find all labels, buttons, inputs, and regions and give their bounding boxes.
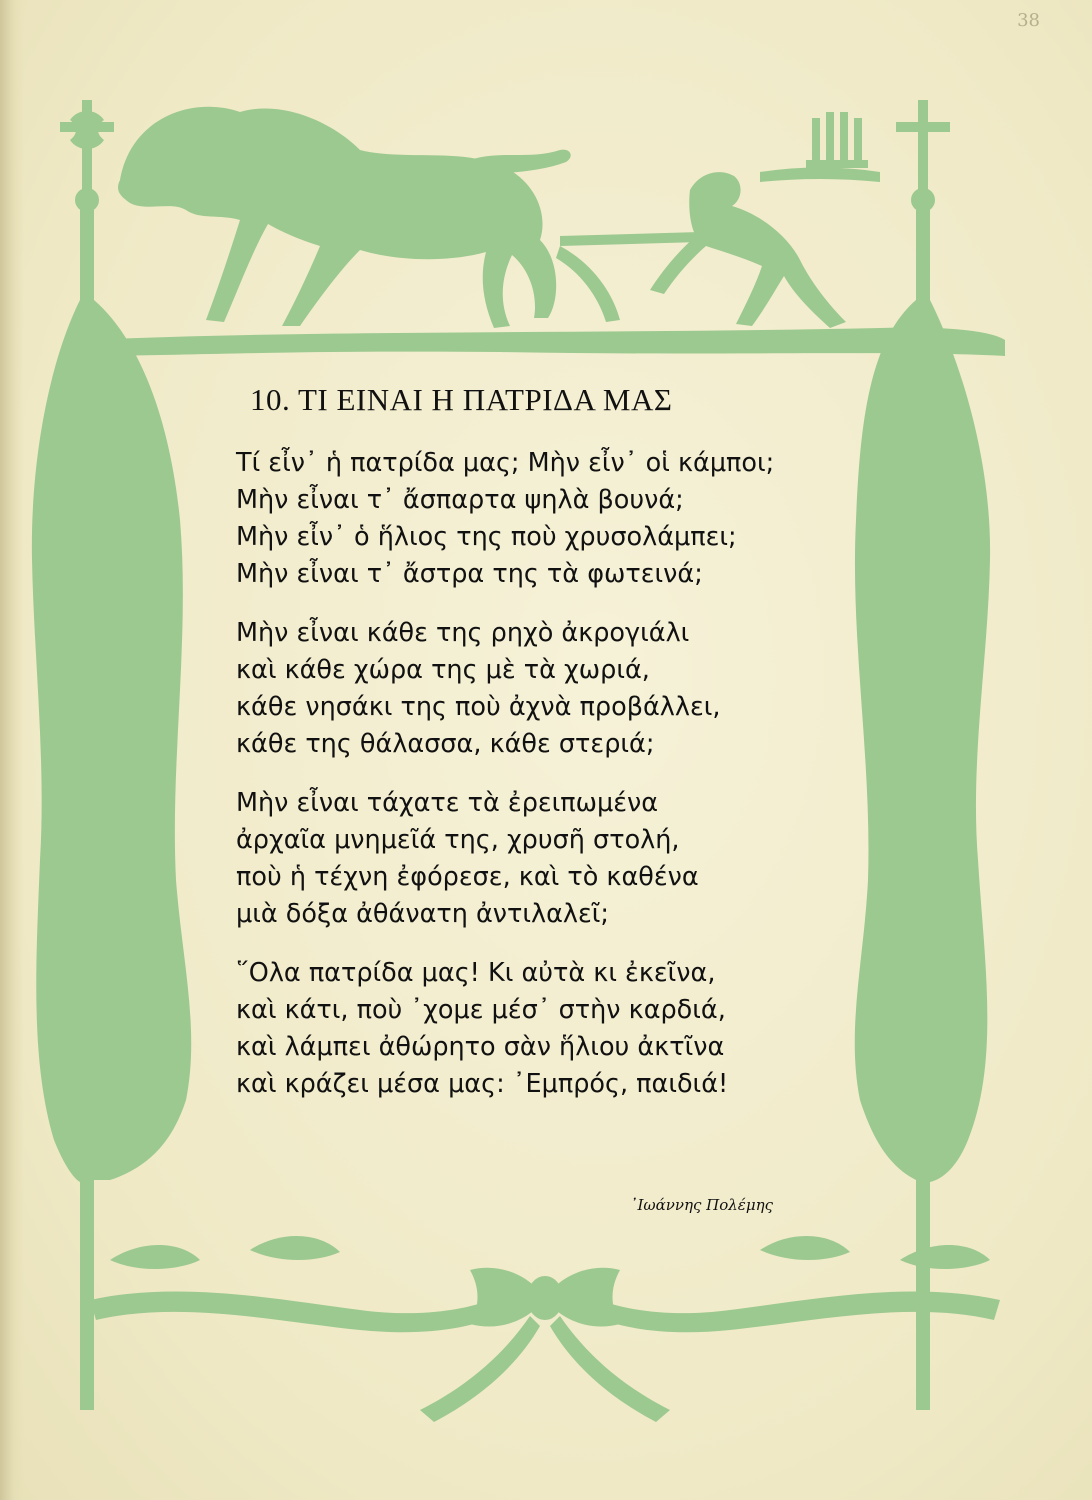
poem-line: καὶ λάμπει ἀθώρητο σὰν ἥλιου ἀκτῖνα [236, 1032, 725, 1062]
poem-line: Μὴν εἶν᾽ ὁ ἥλιος της ποὺ χρυσολάμπει; [236, 522, 737, 552]
horse-icon [118, 107, 571, 328]
poem-line: ἀρχαῖα μνημεῖά της, χρυσῆ στολή, [236, 825, 680, 855]
left-pole-base [80, 1380, 94, 1410]
poem-line: Μὴν εἶναι τ᾽ ἄστρα της τὰ φωτεινά; [236, 559, 703, 589]
stanza [236, 785, 876, 933]
poem-line: κάθε νησάκι της ποὺ ἀχνὰ προβάλλει, [236, 692, 721, 722]
ruined-temple-icon [760, 112, 880, 182]
poem-line: καὶ κάτι, ποὺ ᾽χομε μέσ᾽ στὴν καρδιά, [236, 995, 726, 1025]
cross-finial-icon [896, 100, 950, 270]
poem-author: ᾽Ιωάννης Πολέμης [630, 1196, 773, 1214]
poem-line: Μὴν εἶναι κάθε της ρηχὸ ἀκρογιάλι [236, 618, 690, 648]
poem-title: 10. ΤΙ ΕΙΝΑΙ Η ΠΑΤΡΙΔΑ ΜΑΣ [250, 382, 673, 417]
poem-body [236, 445, 876, 1125]
poem-line: μιὰ δόξα ἀθάνατη ἀντιλαλεῖ; [236, 899, 610, 929]
faint-page-number: 38 [1017, 10, 1040, 31]
flag-icon [32, 268, 191, 1388]
bow-knot-icon [420, 1268, 670, 1422]
right-pole-base [916, 1380, 930, 1410]
poem-line: κάθε της θάλασσα, κάθε στεριά; [236, 729, 655, 759]
poem-line: ῞Ολα πατρίδα μας! Κι αὐτὰ κι ἐκεῖνα, [236, 958, 716, 988]
cross-finial-icon [60, 100, 114, 270]
poem-line: καὶ κάθε χώρα της μὲ τὰ χωριά, [236, 655, 650, 685]
poem-line: ποὺ ἡ τέχνη ἐφόρεσε, καὶ τὸ καθένα [236, 862, 699, 892]
header-ground-band [90, 328, 1005, 357]
poem-line: Μὴν εἶναι τάχατε τὰ ἐρειπωμένα [236, 788, 659, 818]
stanza [236, 955, 876, 1103]
stanza [236, 615, 876, 763]
ploughman-icon [556, 172, 846, 328]
poem-line: Τί εἶν᾽ ἡ πατρίδα μας; Μὴν εἶν᾽ οἱ κάμποι; [236, 448, 775, 478]
poem-line: καὶ κράζει μέσα μας: ᾽Εμπρός, παιδιά! [236, 1069, 729, 1099]
poem-line: Μὴν εἶναι τ᾽ ἄσπαρτα ψηλὰ βουνά; [236, 485, 684, 515]
stanza [236, 445, 876, 593]
